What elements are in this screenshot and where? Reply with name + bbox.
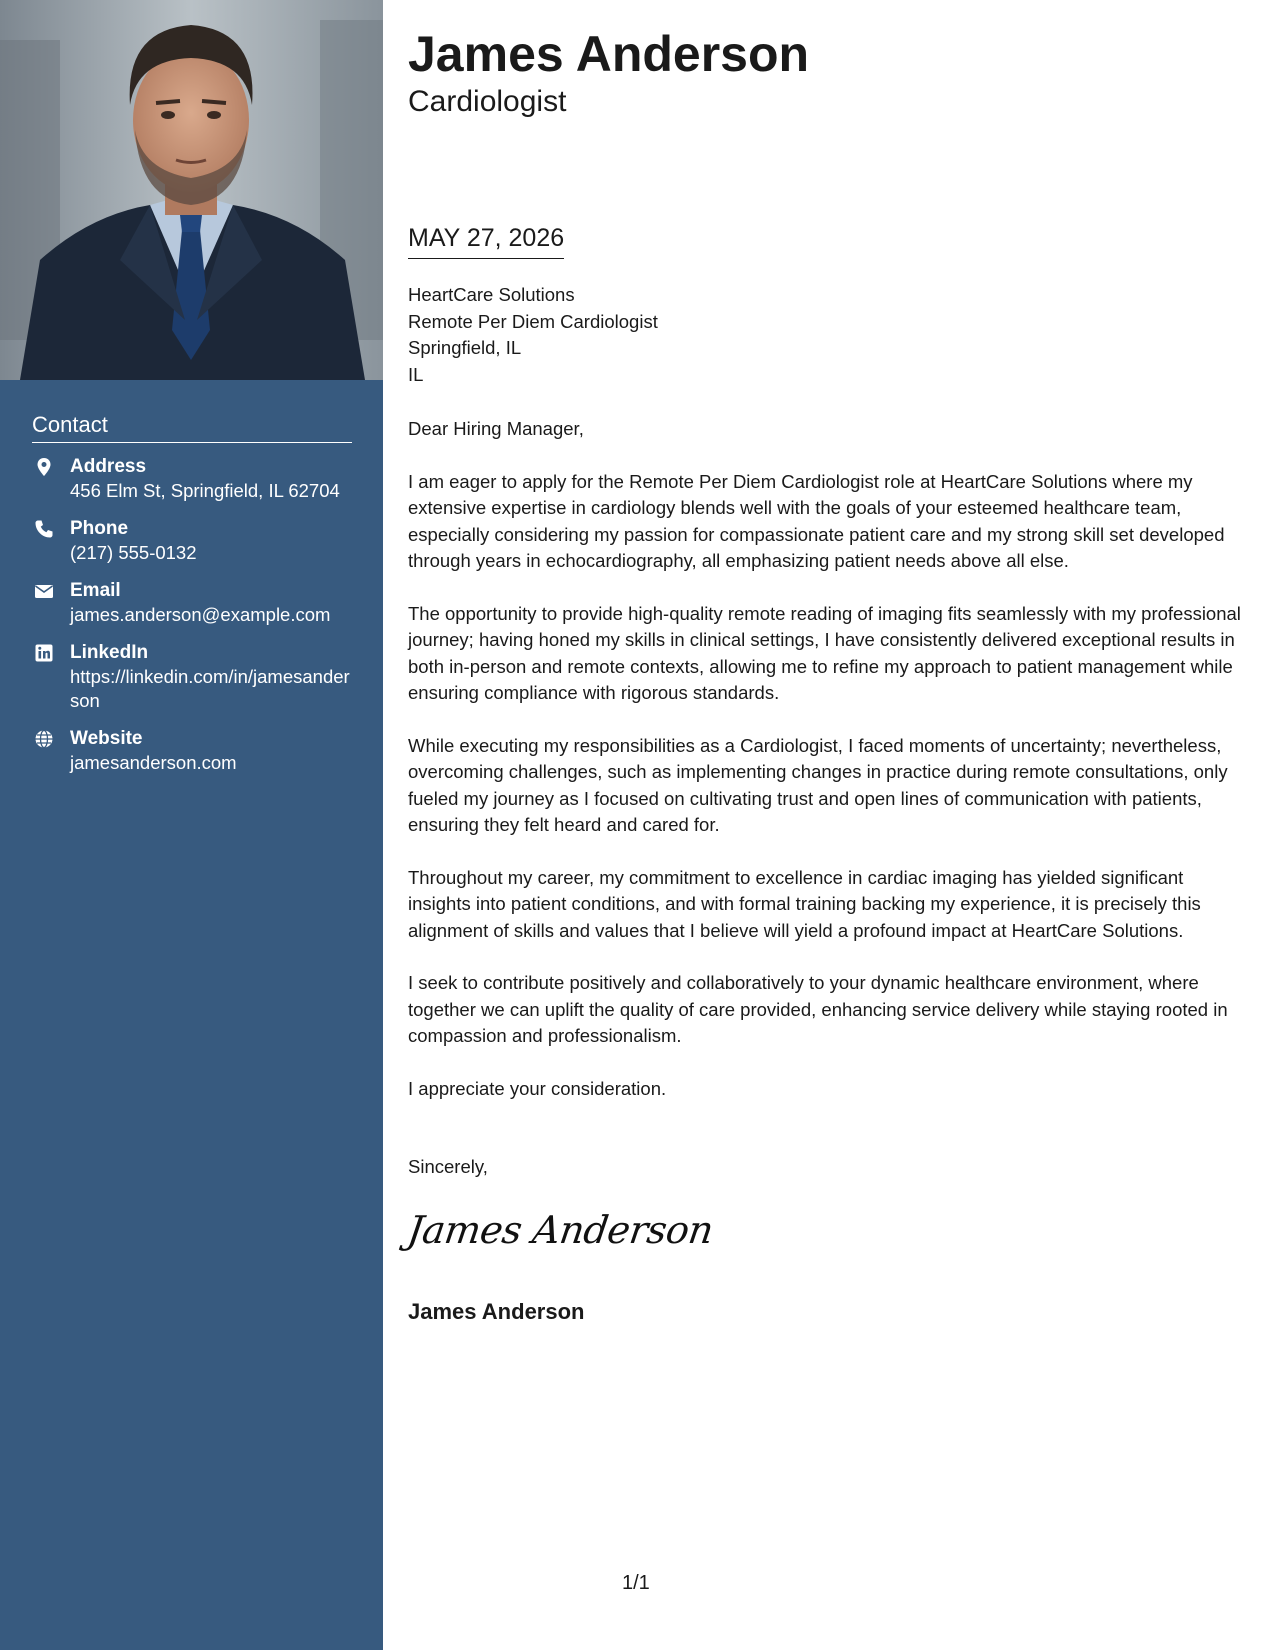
contact-heading: Contact — [32, 412, 352, 443]
recipient-block — [408, 282, 658, 388]
location-pin-icon — [34, 457, 54, 477]
closing: Sincerely, — [408, 1156, 488, 1177]
website-value[interactable]: jamesanderson.com — [70, 752, 237, 773]
paragraph-3: While executing my responsibilities as a Cardiologist, I faced moments of uncertainty; nevertheless, overcoming challenges, such as implementing changes in practice during remote consultations, only fueled my journey as I focused on cultivating trust and open lines of communication with patients, ensuring they felt heard and cared for. — [408, 734, 1228, 835]
linkedin-label: LinkedIn — [70, 642, 149, 663]
handwritten-signature: James Anderson — [404, 1208, 716, 1252]
contact-phone — [32, 517, 352, 565]
signer-name: James Anderson — [408, 1299, 585, 1324]
address-value: 456 Elm St, Springfield, IL 62704 — [70, 480, 340, 501]
applicant-name: James Anderson — [408, 26, 810, 82]
page-number: 1/1 — [622, 1572, 650, 1594]
envelope-icon — [34, 581, 54, 601]
phone-label: Phone — [70, 518, 129, 539]
email-value: james.anderson@example.com — [70, 604, 331, 625]
email-label: Email — [70, 580, 121, 601]
contact-website — [32, 727, 352, 775]
globe-icon — [34, 729, 54, 749]
letter-body — [408, 416, 1248, 1128]
sidebar — [0, 0, 383, 1650]
contact-address — [32, 455, 352, 503]
contact-linkedin — [32, 641, 352, 713]
recipient-city: Springfield, IL — [408, 337, 522, 358]
address-label: Address — [70, 456, 147, 477]
contact-email — [32, 579, 352, 627]
paragraph-6: I appreciate your consideration. — [408, 1077, 667, 1099]
phone-value: (217) 555-0132 — [70, 542, 197, 563]
paragraph-1: I am eager to apply for the Remote Per Diem Cardiologist role at HeartCare Solutions where my extensive expertise in cardiology blends well with the goals of your esteemed healthcare team, especially considering my passion for compassionate patient care and my strong skill set developed through years in echocardiography, all emphasizing patient needs above all else. — [408, 470, 1225, 571]
paragraph-5: I seek to contribute positively and collaboratively to your dynamic healthcare environment, where together we can uplift the quality of care provided, enhancing service delivery while staying rooted in compassion and professionalism. — [408, 972, 1228, 1046]
recipient-state: IL — [408, 363, 424, 385]
letter-date: MAY 27, 2026 — [408, 222, 564, 259]
linkedin-icon — [34, 643, 54, 663]
contact-section — [32, 412, 352, 789]
phone-icon — [34, 519, 54, 539]
recipient-company: HeartCare Solutions — [408, 284, 575, 305]
website-label: Website — [70, 728, 143, 749]
recipient-position: Remote Per Diem Cardiologist — [408, 310, 658, 332]
profile-photo — [0, 0, 383, 380]
paragraph-4: Throughout my career, my commitment to excellence in cardiac imaging has yielded significant insights into patient conditions, and with formal training backing my experience, it is precisely this alignment of skills and values that I believe will yield a profound impact at HeartCare Solutions. — [408, 866, 1201, 941]
paragraph-2: The opportunity to provide high-quality remote reading of imaging fits seamlessly with my professional journey; having honed my skills in clinical settings, I have consistently delivered exceptional results in both in-person and remote contexts, allowing me to refine my approach to patient management while ensuring compliance with rigorous standards. — [408, 602, 1241, 703]
linkedin-value[interactable]: https://linkedin.com/in/jamesanderson — [70, 666, 350, 711]
greeting: Dear Hiring Manager, — [408, 418, 584, 439]
applicant-title: Cardiologist — [408, 85, 567, 118]
